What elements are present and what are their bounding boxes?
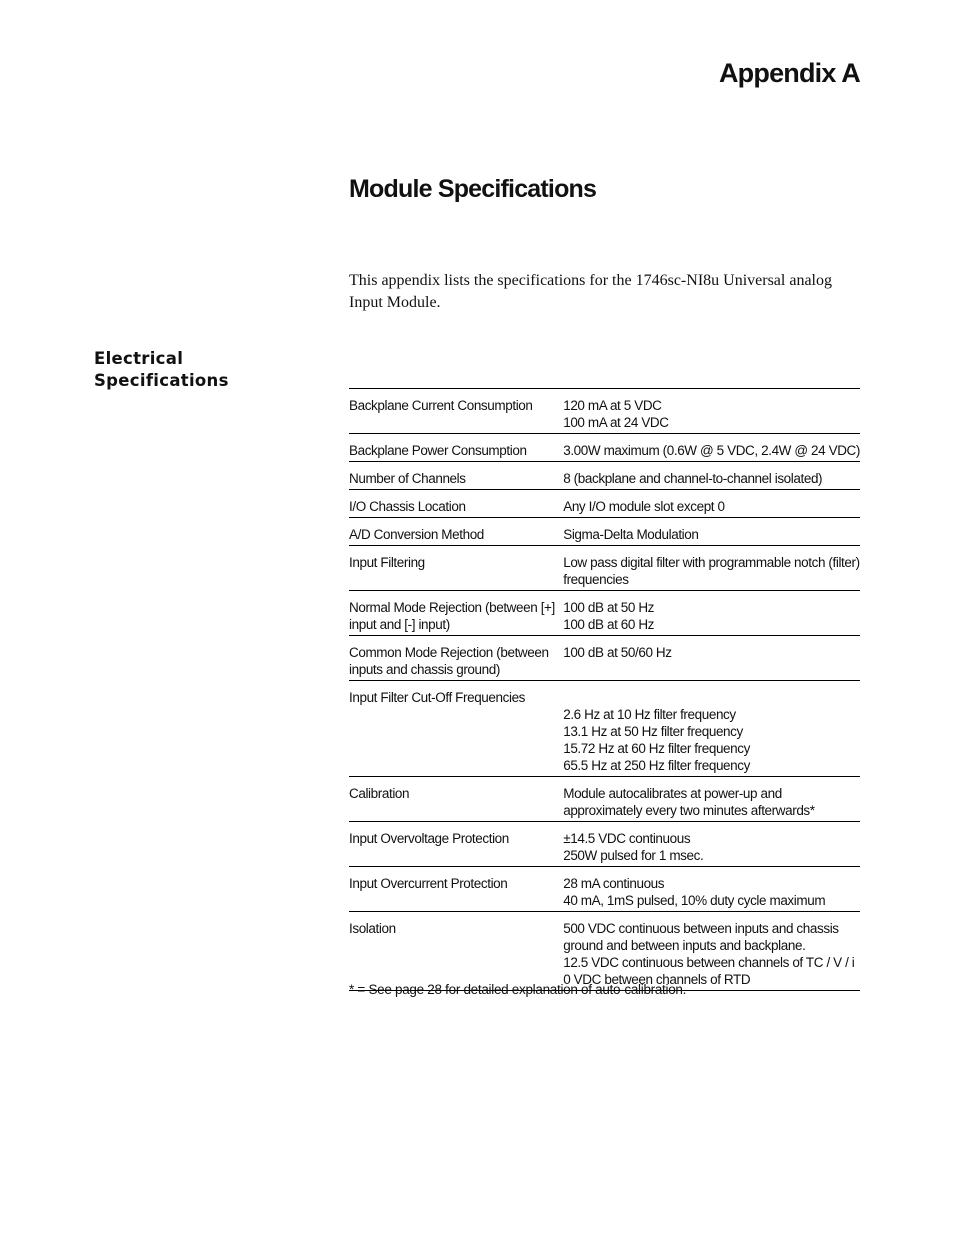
spec-value xyxy=(563,777,860,822)
spec-param: Input Overvoltage Protection xyxy=(349,822,563,867)
spec-value-line: 40 mA, 1mS pulsed, 10% duty cycle maximum xyxy=(563,893,826,908)
spec-value-line: 28 mA continuous xyxy=(563,876,665,891)
spec-value-line: 0 VDC between channels of RTD xyxy=(563,972,751,987)
spec-value-line: 2.6 Hz at 10 Hz filter frequency xyxy=(563,707,736,722)
spec-value-line: 3.00W maximum (0.6W @ 5 VDC, 2.4W @ 24 VDC) xyxy=(563,443,860,458)
spec-value-line: 8 (backplane and channel-to-channel isolated) xyxy=(563,471,823,486)
table-row xyxy=(349,681,860,777)
table-row xyxy=(349,822,860,867)
table-row xyxy=(349,389,860,434)
spec-value xyxy=(563,389,860,434)
spec-param: I/O Chassis Location xyxy=(349,490,563,518)
spec-value xyxy=(563,822,860,867)
section-heading xyxy=(94,348,294,392)
table-row xyxy=(349,462,860,490)
spec-value xyxy=(563,434,860,462)
spec-value-line: 100 dB at 50/60 Hz xyxy=(563,645,672,660)
spec-value xyxy=(563,546,860,591)
spec-value-line: 500 VDC continuous between inputs and chassis xyxy=(563,921,839,936)
spec-value-line: Any I/O module slot except 0 xyxy=(563,499,725,514)
spec-param: Calibration xyxy=(349,777,563,822)
spec-value-line: Low pass digital filter with programmable notch (filter) frequencies xyxy=(563,555,860,587)
table-row xyxy=(349,777,860,822)
spec-value xyxy=(563,681,860,777)
spec-value xyxy=(563,490,860,518)
spec-value-line: 13.1 Hz at 50 Hz filter frequency xyxy=(563,724,743,739)
spec-value xyxy=(563,591,860,636)
appendix-title: Appendix A xyxy=(718,58,860,88)
spec-param: Number of Channels xyxy=(349,462,563,490)
spec-param: Backplane Current Consumption xyxy=(349,389,563,434)
spec-value-line: ground and between inputs and backplane. xyxy=(563,938,806,953)
spec-param: Input Filtering xyxy=(349,546,563,591)
spec-value-line: 250W pulsed for 1 msec. xyxy=(563,848,704,863)
spec-param: Backplane Power Consumption xyxy=(349,434,563,462)
spec-param: Normal Mode Rejection (between [+] input and [-] input) xyxy=(349,591,563,636)
footnote: * = See page 28 for detailed explanation of auto-calibration. xyxy=(349,982,687,997)
chapter-title: Module Specifications xyxy=(349,175,597,203)
section-heading-line2: Specifications xyxy=(94,371,229,390)
spec-param: Input Overcurrent Protection xyxy=(349,867,563,912)
spec-param: Input Filter Cut-Off Frequencies xyxy=(349,681,563,777)
spec-value-line: 65.5 Hz at 250 Hz filter frequency xyxy=(563,758,750,773)
table-row xyxy=(349,867,860,912)
table-row xyxy=(349,434,860,462)
table-row xyxy=(349,490,860,518)
table-row xyxy=(349,591,860,636)
spec-param: A/D Conversion Method xyxy=(349,518,563,546)
intro-paragraph: This appendix lists the specifications for the 1746sc-NI8u Universal analog Input Module. xyxy=(349,272,832,311)
table-row xyxy=(349,636,860,681)
spec-value-line: 15.72 Hz at 60 Hz filter frequency xyxy=(563,741,750,756)
spec-value xyxy=(563,636,860,681)
spec-value-line: 100 mA at 24 VDC xyxy=(563,415,669,430)
spec-value-line: 12.5 VDC continuous between channels of TC / V / i xyxy=(563,955,855,970)
table-row xyxy=(349,546,860,591)
spec-value-line: approximately every two minutes afterwards* xyxy=(563,803,815,818)
electrical-specs-table xyxy=(349,388,860,991)
spec-value-line: 100 dB at 50 Hz xyxy=(563,600,655,615)
table-row xyxy=(349,912,860,991)
spec-param: Isolation xyxy=(349,912,563,991)
spec-value xyxy=(563,462,860,490)
spec-value xyxy=(563,912,860,991)
table-row xyxy=(349,518,860,546)
spec-value-line: Module autocalibrates at power-up and xyxy=(563,786,782,801)
section-heading-line1: Electrical xyxy=(94,349,184,368)
spec-value-line: 100 dB at 60 Hz xyxy=(563,617,655,632)
spec-value xyxy=(563,518,860,546)
spec-value-line: 120 mA at 5 VDC xyxy=(563,398,662,413)
spec-value-line: ±14.5 VDC continuous xyxy=(563,831,691,846)
spec-param: Common Mode Rejection (between inputs and chassis ground) xyxy=(349,636,563,681)
spec-value-line: Sigma-Delta Modulation xyxy=(563,527,699,542)
spec-value xyxy=(563,867,860,912)
